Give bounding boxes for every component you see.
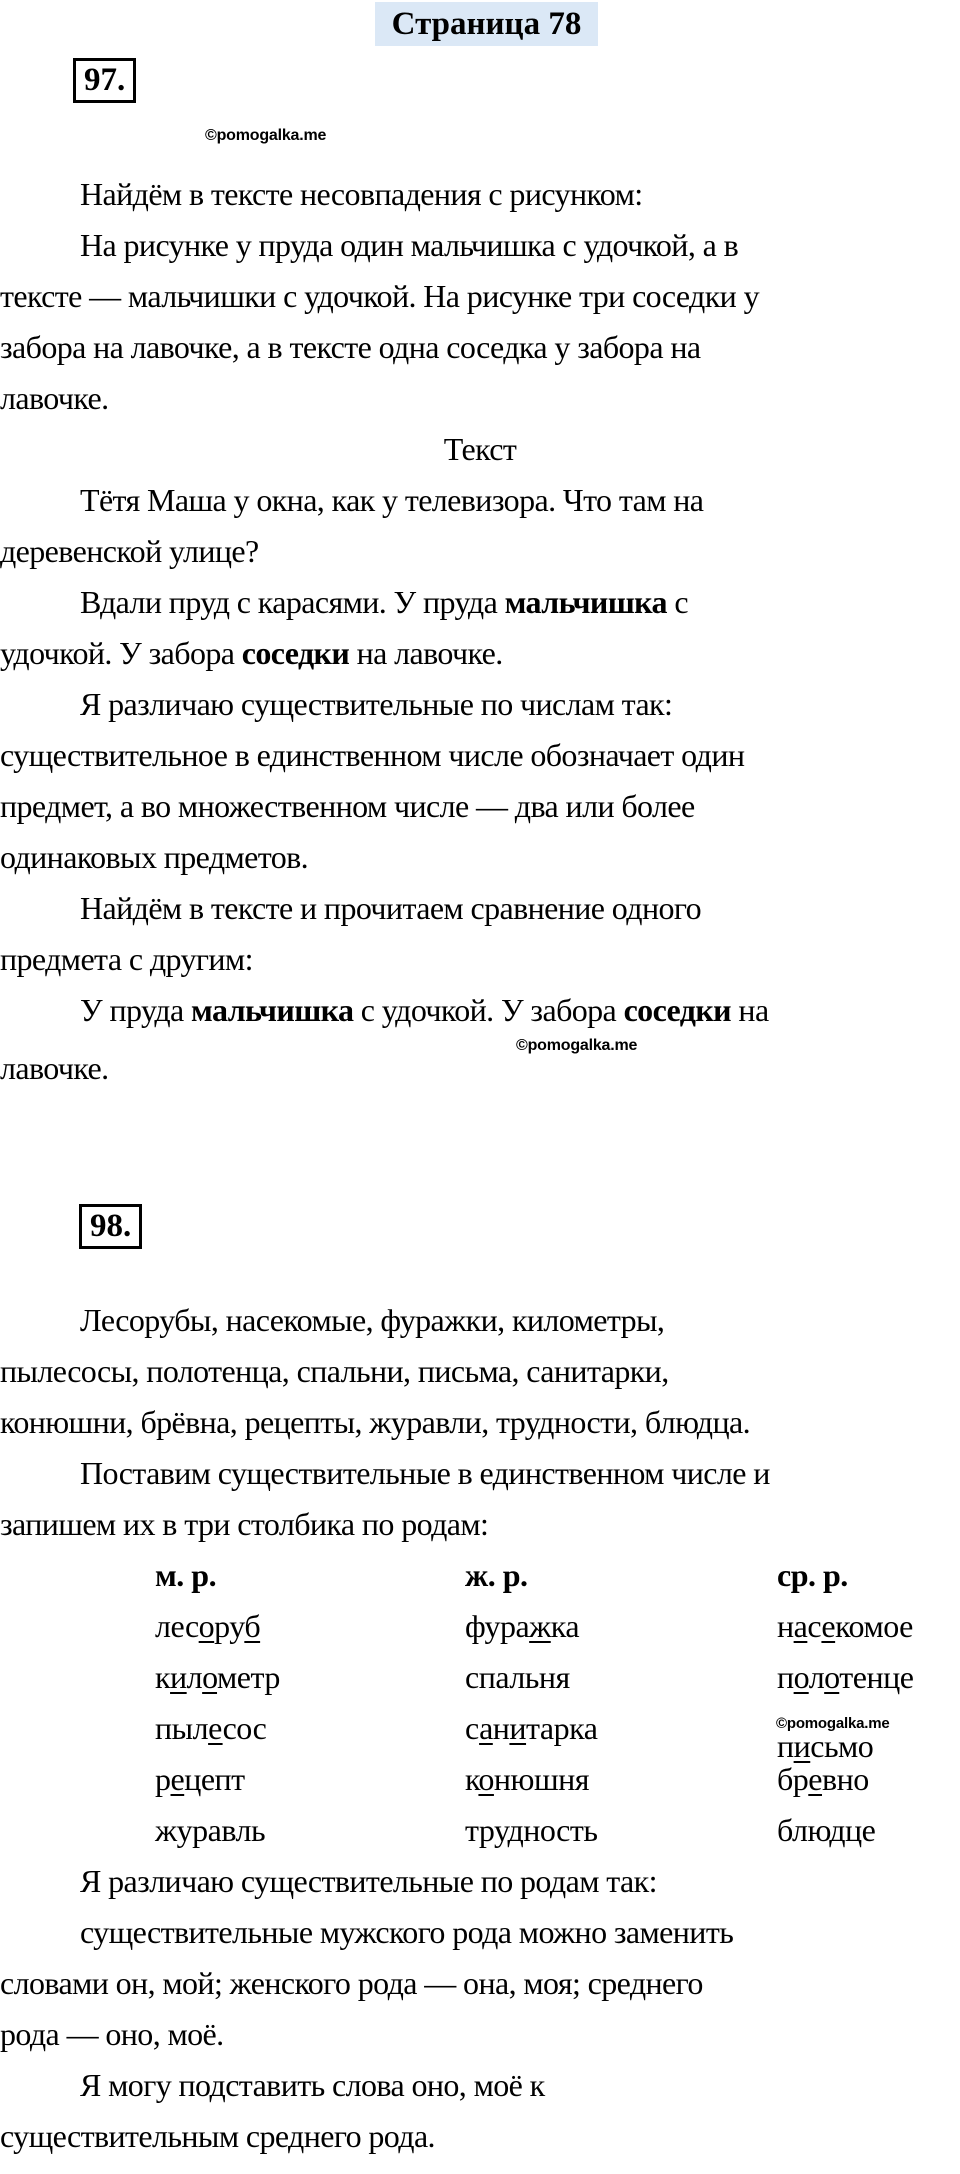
paragraph-line: предмета с другим: (0, 941, 253, 977)
paragraph-line: предмет, а во множественном числе — два или более (0, 788, 695, 824)
exercise-number-98: 98. (79, 1204, 142, 1249)
underlined-letter: о (793, 1659, 809, 1695)
table-cell: рецепт (155, 1761, 245, 1797)
watermark: ©pomogalka.me (205, 127, 327, 144)
paragraph-line: тексте — мальчишки с удочкой. На рисунке три соседки у (0, 278, 760, 314)
paragraph-line (0, 631, 503, 675)
paragraph-line: Поставим существительные в единственном числе и (80, 1455, 770, 1491)
bold-word: мальчишка (191, 992, 354, 1028)
text: на лавочке. (349, 635, 503, 671)
paragraph-line: лавочке. (0, 380, 109, 416)
underlined-letter: ж (529, 1608, 551, 1644)
paragraph-line: существительным среднего рода. (0, 2118, 435, 2154)
table-cell: полотенце (777, 1659, 914, 1695)
paragraph-line (80, 988, 769, 1032)
paragraph-line: существительные мужского рода можно заменить (80, 1914, 734, 1950)
paragraph-line: Тётя Маша у окна, как у телевизора. Что там на (80, 482, 704, 518)
bold-word: мальчишка (504, 584, 667, 620)
bold-word: соседки (623, 992, 732, 1028)
table-cell: трудность (465, 1812, 598, 1848)
text: с (666, 584, 688, 620)
underlined-letter: е (170, 1761, 185, 1797)
underlined-letter: о (198, 1608, 215, 1644)
table-cell: километр (155, 1659, 280, 1695)
table-cell: письмо (777, 1728, 874, 1764)
underlined-letter: а (793, 1608, 808, 1644)
underlined-letter: о (824, 1659, 840, 1695)
paragraph-line: Я могу подставить слова оно, моё к (80, 2067, 545, 2103)
table-cell: бревно (777, 1761, 869, 1797)
underlined-letter: и (509, 1710, 527, 1746)
paragraph-line: рода — оно, моё. (0, 2016, 224, 2052)
text: на (731, 992, 769, 1028)
underlined-letter: д (829, 1812, 846, 1848)
paragraph-line: Найдём в тексте несовпадения с рисунком: (80, 176, 643, 212)
paragraph-line: На рисунке у пруда один мальчишка с удочкой, а в (80, 227, 739, 263)
table-cell: конюшня (465, 1761, 589, 1797)
exercise-number-97: 97. (73, 58, 136, 103)
paragraph-line (80, 580, 688, 624)
underlined-letter: о (478, 1761, 494, 1797)
underlined-letter: а (479, 1710, 493, 1746)
underlined-letter: е (808, 1761, 822, 1797)
paragraph-line: Найдём в тексте и прочитаем сравнение одного (80, 890, 701, 926)
watermark: ©pomogalka.me (776, 1715, 890, 1732)
page-title: Страница 78 (375, 2, 598, 46)
watermark: ©pomogalka.me (516, 1037, 638, 1054)
text: Вдали пруд с карасями. У пруда (80, 584, 505, 620)
underlined-letter: и (793, 1728, 811, 1764)
table-cell: блюдце (777, 1812, 876, 1848)
table-cell: пылесос (155, 1710, 267, 1746)
paragraph-line: одинаковых предметов. (0, 839, 309, 875)
paragraph-line: конюшни, брёвна, рецепты, журавли, трудности, блюдца. (0, 1404, 750, 1440)
bold-word: соседки (241, 635, 350, 671)
table-cell: журавль (155, 1812, 266, 1848)
column-header-neuter: ср. р. (777, 1557, 848, 1593)
paragraph-line: словами он, мой; женского рода — она, моя; среднего (0, 1965, 703, 2001)
paragraph-line: пылесосы, полотенца, спальни, письма, санитарки, (0, 1353, 669, 1389)
underlined-letter: е (821, 1608, 836, 1644)
table-cell: насекомое (777, 1608, 913, 1644)
text: удочкой. У забора (0, 635, 242, 671)
paragraph-line: Я различаю существительные по числам так: (80, 686, 673, 722)
underlined-letter: б (244, 1608, 261, 1644)
underlined-letter: и (170, 1659, 187, 1695)
table-cell: фуражка (465, 1608, 580, 1644)
text-heading: Текст (443, 431, 517, 467)
text: с удочкой. У забора (353, 992, 624, 1028)
text: У пруда (80, 992, 192, 1028)
table-cell: лесоруб (155, 1608, 261, 1644)
paragraph-line: Лесорубы, насекомые, фуражки, километры, (80, 1302, 665, 1338)
column-header-feminine: ж. р. (465, 1557, 528, 1593)
table-cell: спальня (465, 1659, 570, 1695)
underlined-letter: о (202, 1659, 218, 1695)
paragraph-line: забора на лавочке, а в тексте одна соседка у забора на (0, 329, 701, 365)
paragraph-line: деревенской улице? (0, 533, 259, 569)
column-header-masculine: м. р. (155, 1557, 217, 1593)
table-cell: санитарка (465, 1710, 598, 1746)
paragraph-line: существительное в единственном числе обозначает один (0, 737, 745, 773)
paragraph-line: запишем их в три столбика по родам: (0, 1506, 489, 1542)
underlined-letter: е (208, 1710, 223, 1746)
paragraph-line: Я различаю существительные по родам так: (80, 1863, 657, 1899)
paragraph-line: лавочке. (0, 1050, 109, 1086)
